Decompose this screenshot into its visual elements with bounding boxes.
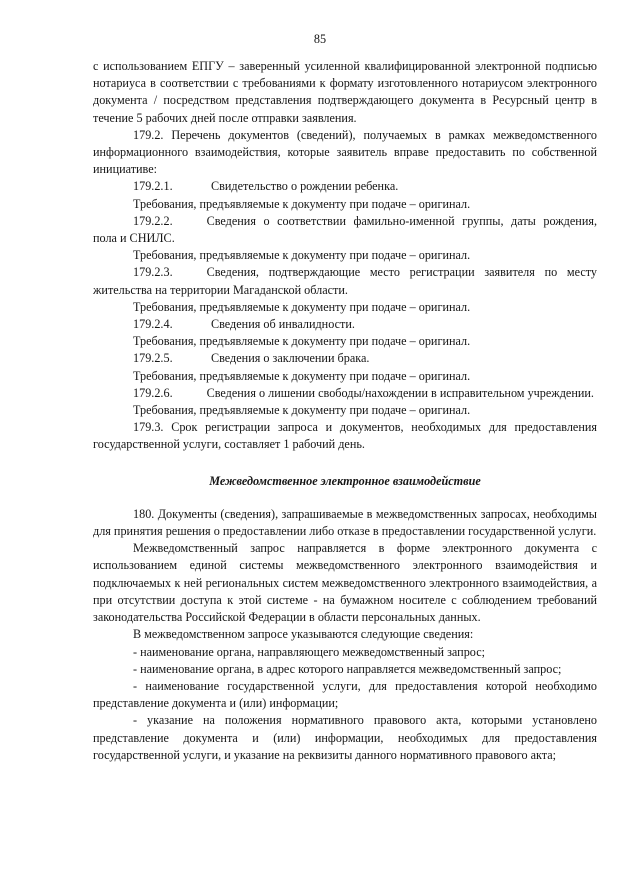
item-text: Сведения об инвалидности. <box>211 317 355 332</box>
paragraph-request-contents: В межведомственном запросе указываются следующие сведения: <box>133 627 474 642</box>
item-number: 179.2.5. <box>133 351 173 366</box>
item-text: Сведения, подтверждающие место регистрации заявителя по месту жительства на территории Магаданской области. <box>93 265 597 297</box>
item-text: Сведения о заключении брака. <box>211 351 370 366</box>
item-number: 179.2.1. <box>133 179 173 194</box>
list-item-179-2-3 <box>93 264 597 298</box>
item-requirement: Требования, предъявляемые к документу при подаче – оригинал. <box>133 196 471 211</box>
section-heading: Межведомственное электронное взаимодействие <box>209 473 481 488</box>
bullet-item: - наименование органа, в адрес которого направляется межведомственный запрос; <box>133 661 562 676</box>
item-number: 179.2.6. <box>133 385 173 400</box>
bullet-item: - наименование государственной услуги, для предоставления которой необходимо представление документа и (или) информации; <box>93 678 597 711</box>
list-item-179-2-4 <box>93 316 597 333</box>
document-body <box>93 58 597 764</box>
item-text: Сведения о соответствии фамильно-именной группы, даты рождения, пола и СНИЛС. <box>93 213 597 246</box>
list-item-179-2-5 <box>93 350 597 367</box>
item-requirement: Требования, предъявляемые к документу при подаче – оригинал. <box>133 368 471 383</box>
paragraph-180: 180. Документы (сведения), запрашиваемые в межведомственных запросах, необходимы для принятия решения о предоставлении либо отказе в предоставлении государственной услуги. <box>93 506 597 539</box>
item-text: Свидетельство о рождении ребенка. <box>211 179 399 194</box>
page-number: 85 <box>313 32 327 46</box>
bullet-item: - указание на положения нормативного правового акта, которыми установлено представление документа и (или) информации, необходимых для предоставления государственной услуги, и указание на реквизиты данного нормативного правового акта; <box>93 713 597 762</box>
bullet-item: - наименование органа, направляющего межведомственный запрос; <box>133 644 485 659</box>
item-requirement: Требования, предъявляемые к документу при подаче – оригинал. <box>133 403 471 418</box>
list-item-179-2-1 <box>93 178 597 195</box>
paragraph-continuation: с использованием ЕПГУ – заверенный усиленной квалифицированной электронной подписью нотариуса в соответствии с требованиями к формату изготовленного нотариусом электронного документа / посредством представления подтверждающего документа в Ресурсный центр в течение 5 рабочих дней после отправки заявления. <box>93 59 597 125</box>
paragraph-request-form: Межведомственный запрос направляется в форме электронного документа с использованием единой системы межведомственного электронного взаимодействия и подключаемых к ней региональных систем межведомственного электронного взаимодействия, а при отсутствии доступа к этой системе - на бумажном носителе с соблюдением требований законодательства Российской Федерации в области персональных данных. <box>93 541 597 625</box>
item-number: 179.2.3. <box>133 265 173 280</box>
item-number: 179.2.2. <box>133 213 173 228</box>
item-requirement: Требования, предъявляемые к документу при подаче – оригинал. <box>133 334 471 349</box>
item-text: Сведения о лишении свободы/нахождении в исправительном учреждении. <box>206 385 594 400</box>
item-requirement: Требования, предъявляемые к документу при подаче – оригинал. <box>133 299 471 314</box>
list-item-179-2-6 <box>93 385 597 402</box>
item-requirement: Требования, предъявляемые к документу при подаче – оригинал. <box>133 248 471 263</box>
paragraph-179-2: 179.2. Перечень документов (сведений), получаемых в рамках межведомственного информационного взаимодействия, которые заявитель вправе предоставить по собственной инициативе: <box>93 127 597 177</box>
item-number: 179.2.4. <box>133 317 173 332</box>
paragraph-179-3: 179.3. Срок регистрации запроса и документов, необходимых для предоставления государственной услуги, составляет 1 рабочий день. <box>93 420 597 452</box>
list-item-179-2-2 <box>93 213 597 247</box>
